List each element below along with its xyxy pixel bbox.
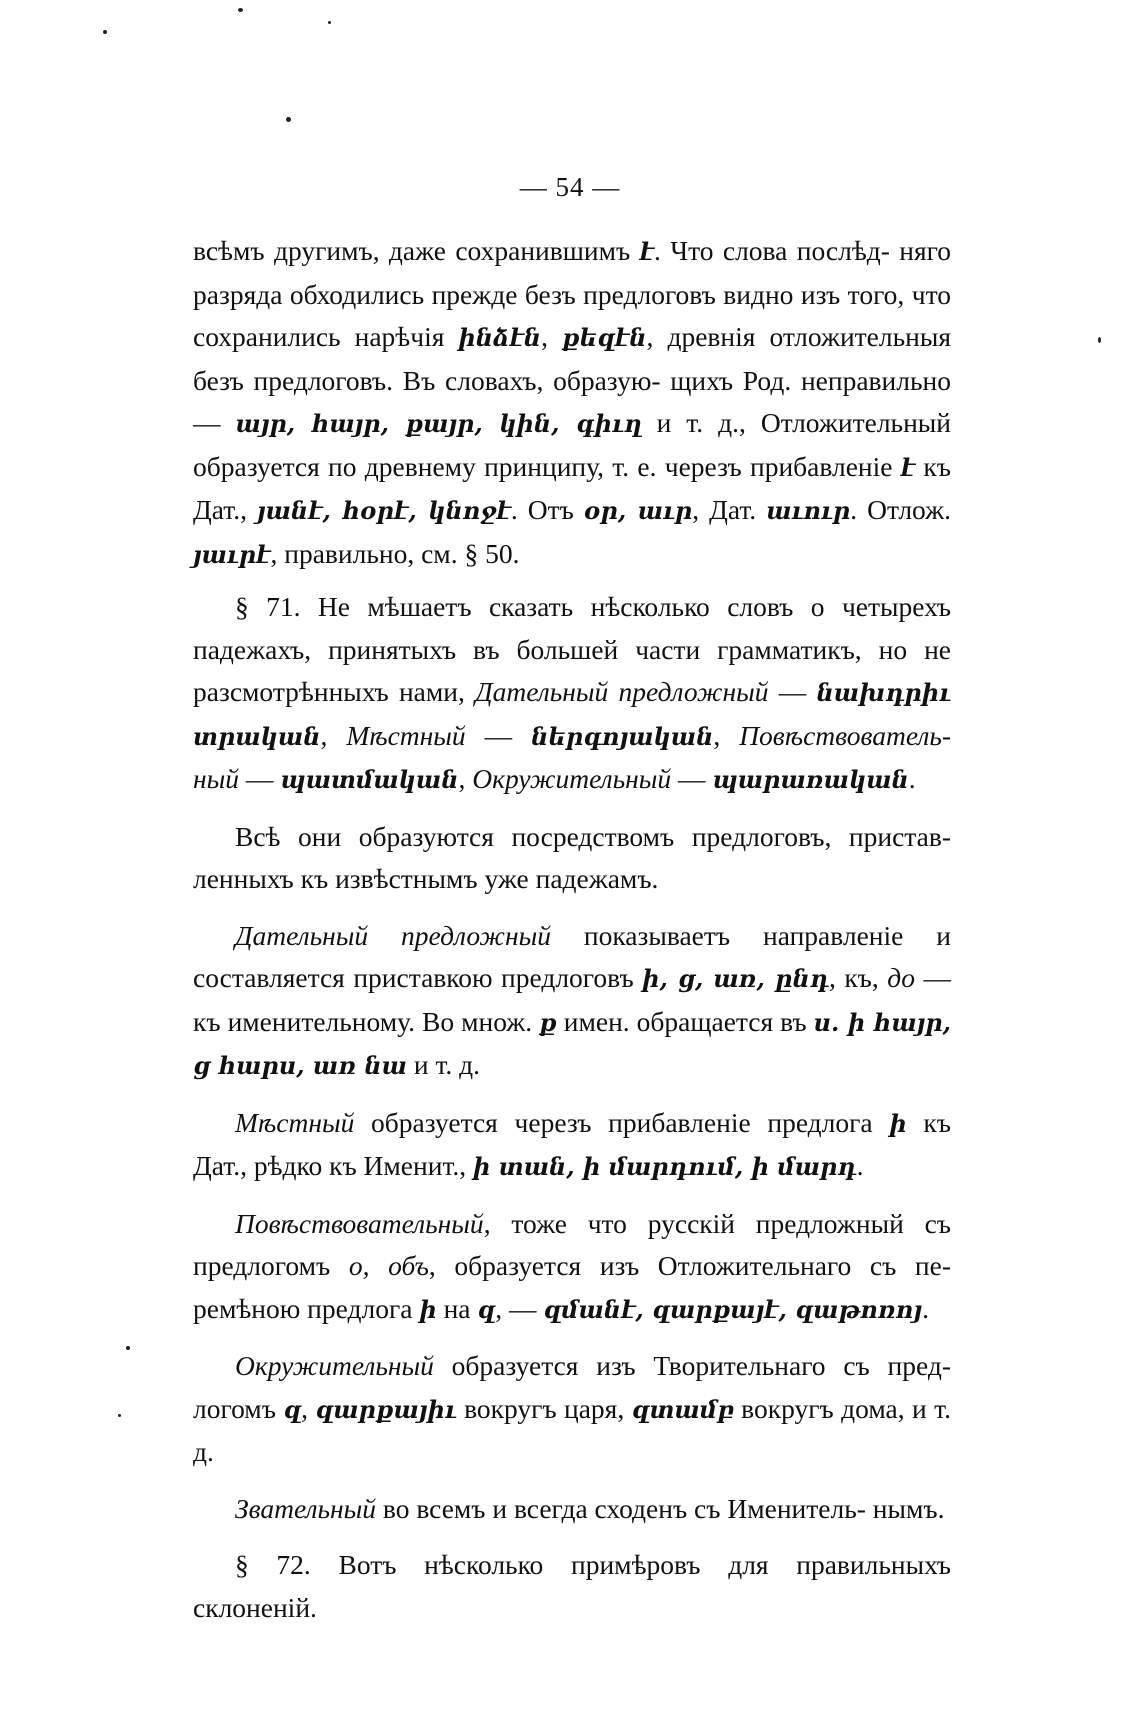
italic-term: до [887, 962, 915, 993]
text-run: . Отлож. [850, 494, 951, 525]
armenian-term: պարառական [712, 765, 909, 794]
armenian-term: նախդրիւ տրական [193, 678, 951, 751]
armenian-term: աւուր [766, 496, 851, 525]
text-run: Всѣ они образуются посредствомъ предлоговъ, пристав- ленныхъ къ извѣстнымъ уже падежамъ. [193, 820, 951, 894]
armenian-term: ի [889, 1108, 907, 1138]
armenian-term: զարքայիւ [315, 1394, 457, 1424]
text-run: , тоже что русскій предложный съ предлогомъ [193, 1207, 951, 1281]
page-number: — 54 — [519, 172, 621, 202]
italic-term: Звательный [235, 1492, 377, 1524]
armenian-term: է [639, 237, 654, 266]
text-run: , правильно, см. § 50. [270, 537, 520, 569]
text-run: , къ, [828, 962, 888, 993]
paragraph-locative [193, 1102, 951, 1189]
paragraph-section-71 [193, 586, 951, 802]
text-run: образуется изъ Творительнаго съ пред- логомъ [193, 1350, 951, 1424]
text-run: показываетъ направленіе и составляется приставкою предлоговъ [193, 919, 951, 993]
text-run: — [465, 719, 532, 751]
armenian-term: զտամբ [631, 1394, 734, 1424]
armenian-term: զ [283, 1394, 302, 1424]
text-run: и т. д. [407, 1049, 481, 1080]
italic-term: Дательный предложный [235, 919, 551, 951]
text-run: , [713, 719, 740, 751]
armenian-term: օր, աւր [583, 496, 693, 525]
armenian-term: զմանէ, զարքայէ, զաթոռոյ [543, 1294, 923, 1324]
italic-term: Мѣстный [346, 719, 466, 751]
text-run: , [541, 321, 562, 352]
text-run: . [856, 1150, 864, 1181]
paragraph-section-72 [193, 1544, 951, 1629]
text-run: , [301, 1392, 316, 1424]
text-run: , — [495, 1292, 544, 1324]
armenian-term: ք [539, 1007, 557, 1037]
armenian-term: յանէ, հօրէ, կնոջէ [256, 496, 511, 525]
paragraph-vocative [193, 1488, 951, 1531]
text-run: , [320, 719, 347, 751]
text-run: къ Дат., [193, 450, 951, 525]
armenian-term: ինձէն [458, 323, 542, 352]
text-run: во всемъ и всегда сходенъ съ Именитель- нымъ. [376, 1492, 945, 1524]
text-run: § 71. Не мѣшаетъ сказать нѣсколько словъ о четырехъ падежахъ, принятыхъ въ большей части грамматикъ, но не разсмотрѣнныхъ нами, [193, 591, 951, 707]
text-run: имен. обращается въ [556, 1005, 814, 1037]
armenian-term: այր, հայր, քայր, կին, գիւղ [235, 409, 642, 438]
text-run: . Что слова послѣд- няго разряда обходились прежде безъ предлоговъ видно изъ того, что сохранились нарѣчія [193, 235, 951, 352]
text-run: — [671, 763, 713, 794]
text-run: , древнія отложительныя безъ предлоговъ. Въ словахъ, образую- щихъ Род. неправильно — [193, 321, 951, 438]
text-run: — къ именительному. Во множ. [193, 962, 951, 1037]
paragraph-declension-ablative [193, 230, 951, 576]
body-text [193, 230, 951, 1629]
text-run: — [239, 763, 281, 794]
italic-term: Окружительный [235, 1350, 434, 1381]
italic-term: Повѣствовательный [235, 1207, 484, 1239]
text-run: вокругъ дома, и т. д. [193, 1392, 951, 1467]
armenian-term: ի, ց, առ, ընդ [642, 964, 829, 993]
armenian-term: ս. ի հայր, ց հարս, առ նա [193, 1007, 951, 1080]
armenian-term: է [900, 452, 916, 482]
text-run: къ Дат., рѣдко къ Именит., [193, 1106, 951, 1181]
text-run: образуется черезъ прибавленіе предлога [354, 1106, 890, 1138]
text-run: . [922, 1292, 929, 1324]
paragraph-dative-prepositional [193, 915, 951, 1088]
italic-term: Мѣстный [235, 1106, 355, 1138]
armenian-term: ներգոյական [531, 721, 714, 751]
text-run: , [458, 763, 473, 794]
text-run: , образуется изъ Отложительнаго съ пе- ремѣною предлога [193, 1250, 952, 1324]
text-run: , Дат. [692, 494, 767, 525]
text-run: — [768, 676, 817, 707]
italic-term: Дательный предложный [475, 676, 769, 707]
text-run: и т. д., Отложительный образуется по древнему принципу, т. е. черезъ прибавленіе [193, 407, 951, 482]
armenian-term: պատմական [280, 765, 459, 794]
italic-term: о, объ [348, 1250, 429, 1281]
text-run: § 72. Вотъ нѣсколько примѣровъ для правильныхъ склоненій. [193, 1549, 951, 1623]
text-run: . Отъ [510, 494, 584, 525]
armenian-term: ի [419, 1294, 437, 1324]
armenian-term: ի տան, ի մարդում, ի մարդ [473, 1152, 857, 1181]
armenian-term: յաւրէ [193, 539, 271, 569]
paragraph-formation [193, 816, 951, 901]
paragraph-narrative [193, 1203, 951, 1332]
italic-term: Повѣствователь- ный [193, 719, 952, 794]
text-run: на [436, 1292, 478, 1324]
armenian-term: զ [477, 1294, 496, 1324]
paragraph-circumstantial [193, 1345, 951, 1474]
italic-term: Окружительный [472, 763, 672, 794]
text-run: . [908, 763, 916, 794]
armenian-term: քեզէն [562, 323, 647, 352]
text-run: вокругъ царя, [456, 1392, 632, 1424]
text-run: всѣмъ другимъ, даже сохранившимъ [193, 235, 640, 266]
